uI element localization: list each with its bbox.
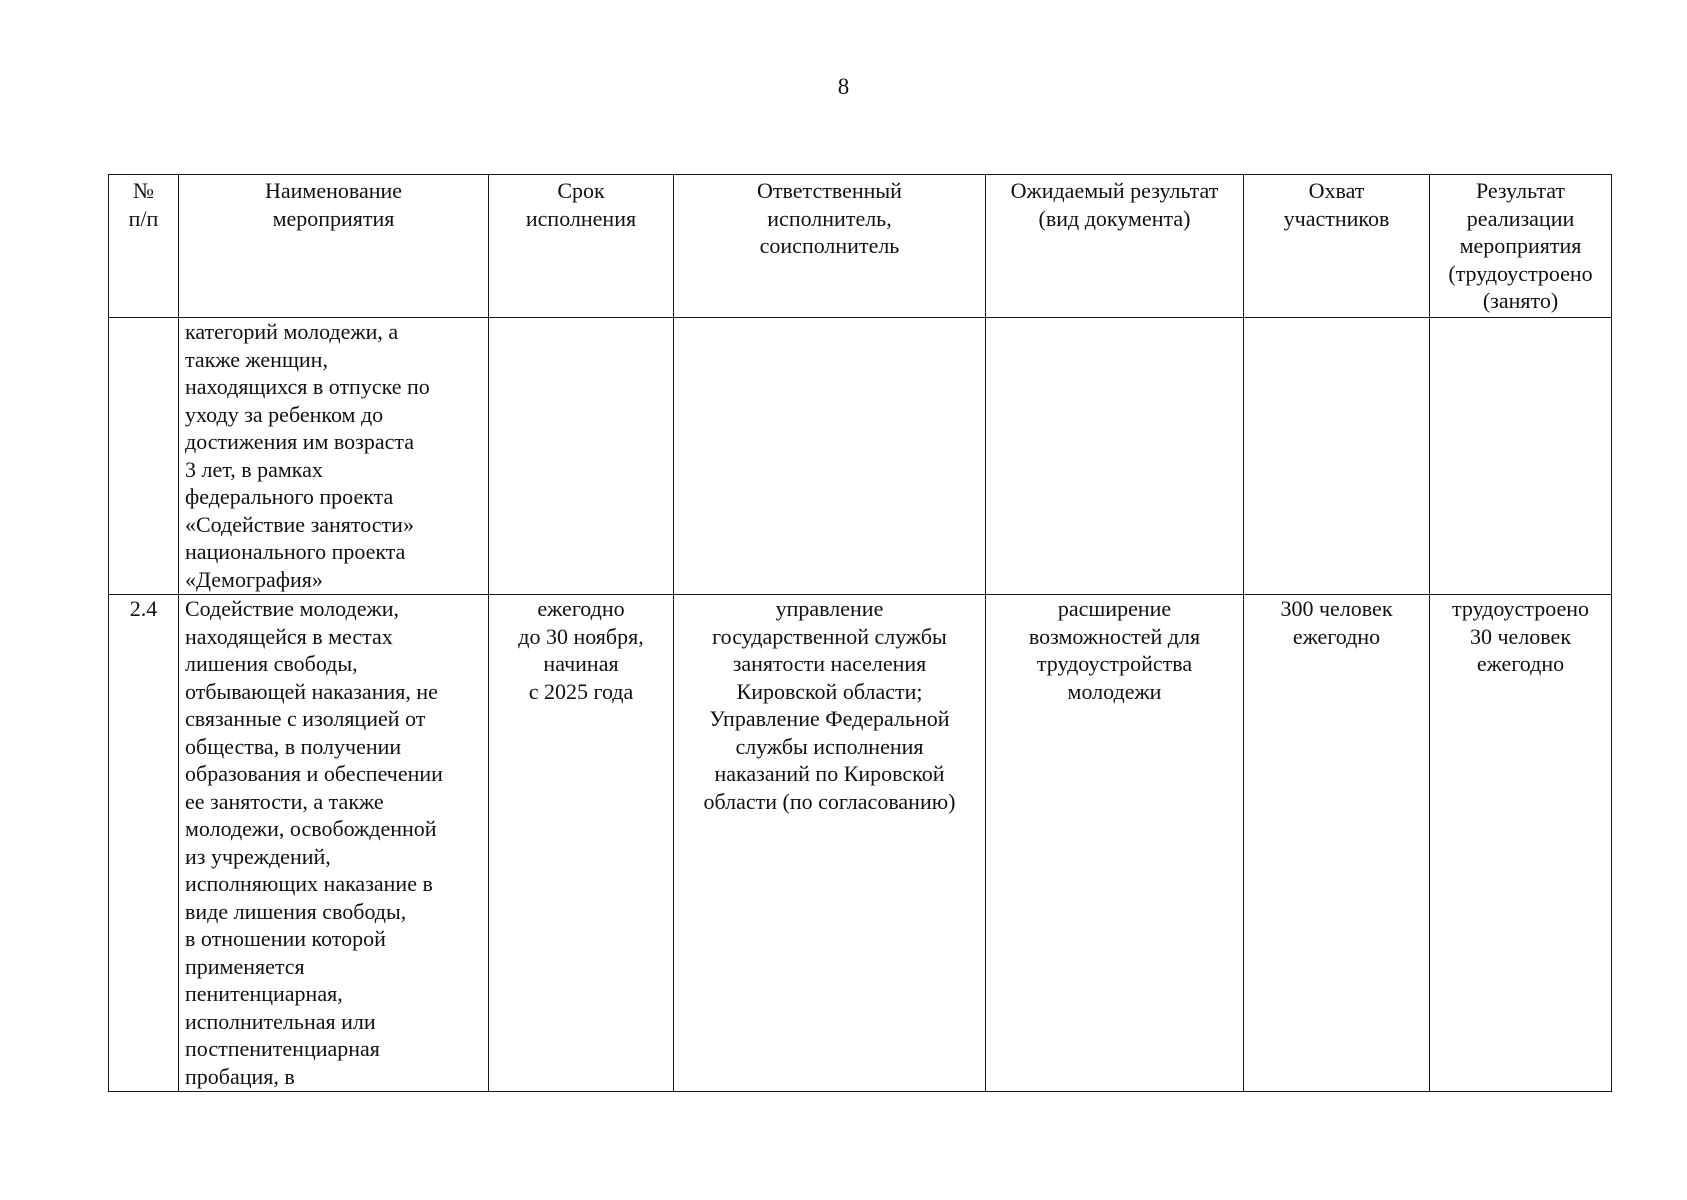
cell-text-line: ее занятости, а также <box>185 788 384 814</box>
implementation-result-cell <box>1430 318 1612 595</box>
table-header-row <box>109 175 1612 318</box>
cell-text-line: ежегодно <box>1292 623 1381 649</box>
cell-text-line: находящейся в местах <box>185 623 393 649</box>
table-row <box>109 318 1612 595</box>
cell-text-line: управление <box>775 596 884 621</box>
cell-text-line: 30 человек <box>1469 623 1572 649</box>
cell-text-line: начиная <box>543 651 619 676</box>
cell-text-line: 300 человек <box>1280 596 1393 621</box>
cell-text-line: трудоустроено <box>1451 596 1590 621</box>
cell-text-line: Результат <box>1475 178 1566 203</box>
cell-text-line: молодежи, освобожденной <box>185 816 437 841</box>
cell-text-line: мероприятия <box>1459 233 1582 258</box>
cell-text-line: исполнитель, <box>767 205 892 231</box>
cell-text-line: ежегодно <box>537 596 625 621</box>
cell-text-line: п/п <box>128 205 159 231</box>
cell-text-line: образования и обеспечении <box>185 761 443 786</box>
cell-text-line: постпенитенциарная <box>185 1036 380 1061</box>
cell-text-line: исполнения <box>525 205 637 231</box>
cell-text-line: (занято) <box>1482 288 1559 313</box>
table-row <box>109 595 1612 1092</box>
coverage-cell <box>1244 318 1430 595</box>
deadline-cell <box>489 318 674 595</box>
cell-text-line: № <box>133 178 154 203</box>
deadline-cell <box>489 595 674 1092</box>
cell-text-line: (трудоустроено <box>1448 260 1593 286</box>
cell-text-line: государственной службы <box>712 623 947 649</box>
cell-text-line: возможностей для <box>1028 623 1201 649</box>
cell-text-line: Ожидаемый результат <box>1010 178 1219 203</box>
cell-text-line: участников <box>1283 205 1390 231</box>
header-deadline <box>489 175 674 318</box>
cell-text-line: пробация, в <box>185 1063 295 1089</box>
coverage-cell <box>1244 595 1430 1092</box>
cell-text-line: виде лишения свободы, <box>185 898 407 924</box>
cell-text-line: расширение <box>1057 596 1172 621</box>
cell-text-line: «Содействие занятости» <box>185 511 414 537</box>
cell-text-line: в отношении которой <box>185 926 386 951</box>
row-number-cell: 2.4 <box>109 595 179 1092</box>
cell-text-line: Кировской области; <box>736 678 923 704</box>
cell-text-line: 3 лет, в рамках <box>185 456 323 482</box>
cell-text-line: применяется <box>185 953 305 979</box>
activity-name-cell <box>179 595 489 1092</box>
header-participant-coverage <box>1244 175 1430 318</box>
cell-text-line: категорий молодежи, а <box>185 319 399 344</box>
cell-text-line: из учреждений, <box>185 843 331 869</box>
cell-text-line: связанные с изоляцией от <box>185 706 426 731</box>
cell-text-line: Управление Федеральной <box>709 706 950 731</box>
activities-table <box>108 174 1612 1092</box>
cell-text-line: службы исполнения <box>735 733 924 759</box>
cell-text-line: занятости населения <box>732 651 927 676</box>
header-number <box>109 175 179 318</box>
cell-text-line: Ответственный <box>757 178 902 203</box>
header-expected-result <box>986 175 1244 318</box>
row-number-cell <box>109 318 179 595</box>
activity-name-cell <box>179 318 489 595</box>
cell-text-line: исполняющих наказание в <box>185 871 433 896</box>
cell-text-line: «Демография» <box>185 566 323 592</box>
cell-text-line: лишения свободы, <box>185 651 358 676</box>
cell-text-line: наказаний по Кировской <box>714 761 945 786</box>
cell-text-line: (вид документа) <box>1038 205 1191 231</box>
cell-text-line: до 30 ноября, <box>518 623 644 649</box>
header-activity-name <box>179 175 489 318</box>
cell-text-line: области (по согласованию) <box>703 788 956 814</box>
cell-text-line: Содействие молодежи, <box>185 596 399 621</box>
cell-text-line: с 2025 года <box>528 678 634 704</box>
page-number: 8 <box>837 74 850 99</box>
cell-text-line: также женщин, <box>185 346 328 372</box>
cell-text-line: общества, в получении <box>185 733 402 759</box>
expected-result-cell <box>986 318 1244 595</box>
cell-text-line: соисполнитель <box>759 233 900 258</box>
cell-text-line: ежегодно <box>1476 651 1565 676</box>
cell-text-line: пенитенциарная, <box>185 981 343 1006</box>
cell-text-line: отбывающей наказания, не <box>185 678 438 704</box>
header-implementation-result <box>1430 175 1612 318</box>
cell-text-line: федерального проекта <box>185 484 394 509</box>
cell-text-line: молодежи <box>1067 678 1162 704</box>
implementation-result-cell <box>1430 595 1612 1092</box>
executor-cell <box>674 318 986 595</box>
cell-text-line: мероприятия <box>272 205 395 231</box>
cell-text-line: находящихся в отпуске по <box>185 374 430 399</box>
cell-text-line: достижения им возраста <box>185 429 415 454</box>
cell-text-line: национального проекта <box>185 539 406 564</box>
cell-text-line: Наименование <box>264 178 403 203</box>
cell-text-line: исполнительная или <box>185 1008 376 1034</box>
cell-text-line: уходу за ребенком до <box>185 401 384 427</box>
expected-result-cell <box>986 595 1244 1092</box>
executor-cell <box>674 595 986 1092</box>
cell-text-line: Охват <box>1308 178 1365 203</box>
header-responsible-executor <box>674 175 986 318</box>
cell-text-line: Срок <box>557 178 605 203</box>
cell-text-line: трудоустройства <box>1036 651 1193 676</box>
cell-text-line: реализации <box>1466 205 1575 231</box>
